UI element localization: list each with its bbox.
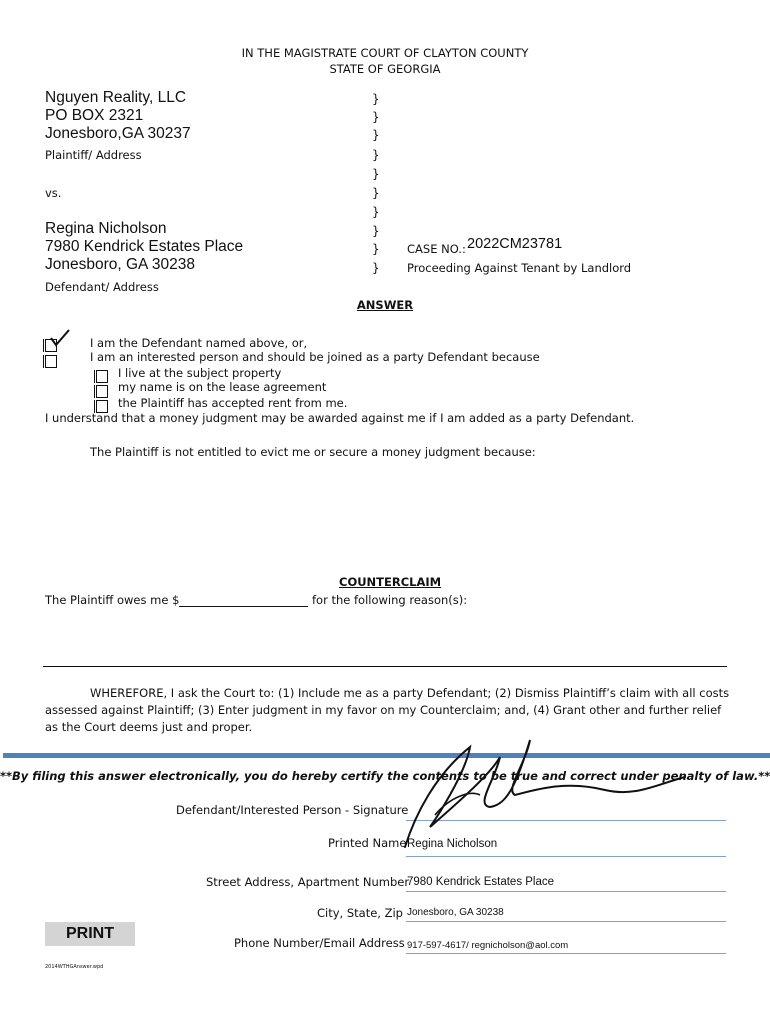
phone-email-line (406, 953, 726, 954)
brace: } (372, 128, 380, 142)
plaintiff-address2: Jonesboro,GA 30237 (45, 125, 191, 142)
city-state-zip-line (406, 921, 726, 922)
accepted-rent-label: the Plaintiff has accepted rent from me. (118, 396, 348, 410)
brace: } (372, 148, 380, 162)
brace: } (372, 92, 380, 106)
checkmark-icon (49, 328, 71, 350)
owes-prefix: The Plaintiff owes me $ (45, 593, 180, 607)
brace: } (372, 242, 380, 256)
counterclaim-reason-field[interactable] (45, 612, 725, 662)
wherefore-line1: WHEREFORE, I ask the Court to: (1) Include me as a party Defendant; (2) Dismiss Plaintiff’s claim with all costs (90, 686, 730, 700)
defense-reason-field[interactable] (45, 462, 725, 562)
counterclaim-divider (43, 666, 727, 667)
defendant-name: Regina Nicholson (45, 220, 167, 237)
plaintiff-name: Nguyen Reality, LLC (45, 89, 187, 106)
print-button[interactable]: PRINT (45, 922, 135, 946)
counterclaim-heading: COUNTERCLAIM (339, 575, 442, 589)
brace: } (372, 224, 380, 238)
city-state-zip-value[interactable]: Jonesboro, GA 30238 (407, 907, 504, 918)
wherefore-line3: as the Court deems just and proper. (45, 720, 253, 734)
street-address-label: Street Address, Apartment Number (206, 875, 410, 889)
footer-filename: 2014WTHGAnswer.wpd (45, 964, 104, 970)
option-interested-label: I am an interested person and should be joined as a party Defendant because (90, 350, 540, 364)
court-title: IN THE MAGISTRATE COURT OF CLAYTON COUNTY (241, 46, 529, 60)
brace: } (372, 167, 380, 181)
printed-name-line (406, 856, 726, 857)
signature-label: Defendant/Interested Person - Signature (176, 803, 409, 817)
defendant-address1: 7980 Kendrick Estates Place (45, 238, 244, 255)
brace: } (372, 205, 380, 219)
defendant-address2: Jonesboro, GA 30238 (45, 256, 195, 273)
court-state: STATE OF GEORGIA (329, 62, 441, 76)
printed-name-value[interactable]: Regina Nicholson (407, 838, 498, 850)
brace: } (372, 261, 380, 275)
money-judgment-notice: I understand that a money judgment may be awarded against me if I am added as a party Defendant. (45, 411, 635, 425)
live-at-property-label: I live at the subject property (118, 366, 282, 380)
defendant-label: Defendant/ Address (45, 280, 159, 294)
not-entitled-statement: The Plaintiff is not entitled to evict me or secure a money judgment because: (90, 445, 536, 459)
option-defendant-label: I am the Defendant named above, or, (90, 336, 308, 350)
vs-label: vs. (45, 186, 62, 200)
phone-email-label: Phone Number/Email Address (234, 936, 405, 950)
plaintiff-address1: PO BOX 2321 (45, 107, 144, 124)
brace: } (372, 110, 380, 124)
interested-person-checkbox[interactable] (45, 351, 60, 370)
plaintiff-label: Plaintiff/ Address (45, 148, 142, 162)
city-state-zip-label: City, State, Zip (317, 906, 403, 920)
owed-amount-field[interactable] (179, 606, 308, 607)
brace: } (372, 186, 380, 200)
signature-image (395, 735, 695, 855)
street-address-line (406, 891, 726, 892)
phone-email-value[interactable]: 917-597-4617/ regnicholson@aol.com (407, 940, 569, 951)
printed-name-label: Printed Name (328, 836, 407, 850)
street-address-value[interactable]: 7980 Kendrick Estates Place (407, 876, 555, 888)
case-number[interactable]: 2022CM23781 (467, 236, 563, 252)
wherefore-line2: assessed against Plaintiff; (3) Enter judgment in my favor on my Counterclaim; and, (4) Grant other and further relief (45, 703, 722, 717)
name-on-lease-label: my name is on the lease agreement (118, 380, 327, 394)
case-number-label: CASE NO.: (407, 242, 466, 256)
answer-heading: ANSWER (356, 298, 414, 312)
proceeding-type: Proceeding Against Tenant by Landlord (407, 261, 632, 275)
certification-statement: **By filing this answer electronically, you do hereby certify the contents to be true and correct under penalty of law.** (0, 769, 770, 783)
owes-suffix: for the following reason(s): (312, 593, 468, 607)
